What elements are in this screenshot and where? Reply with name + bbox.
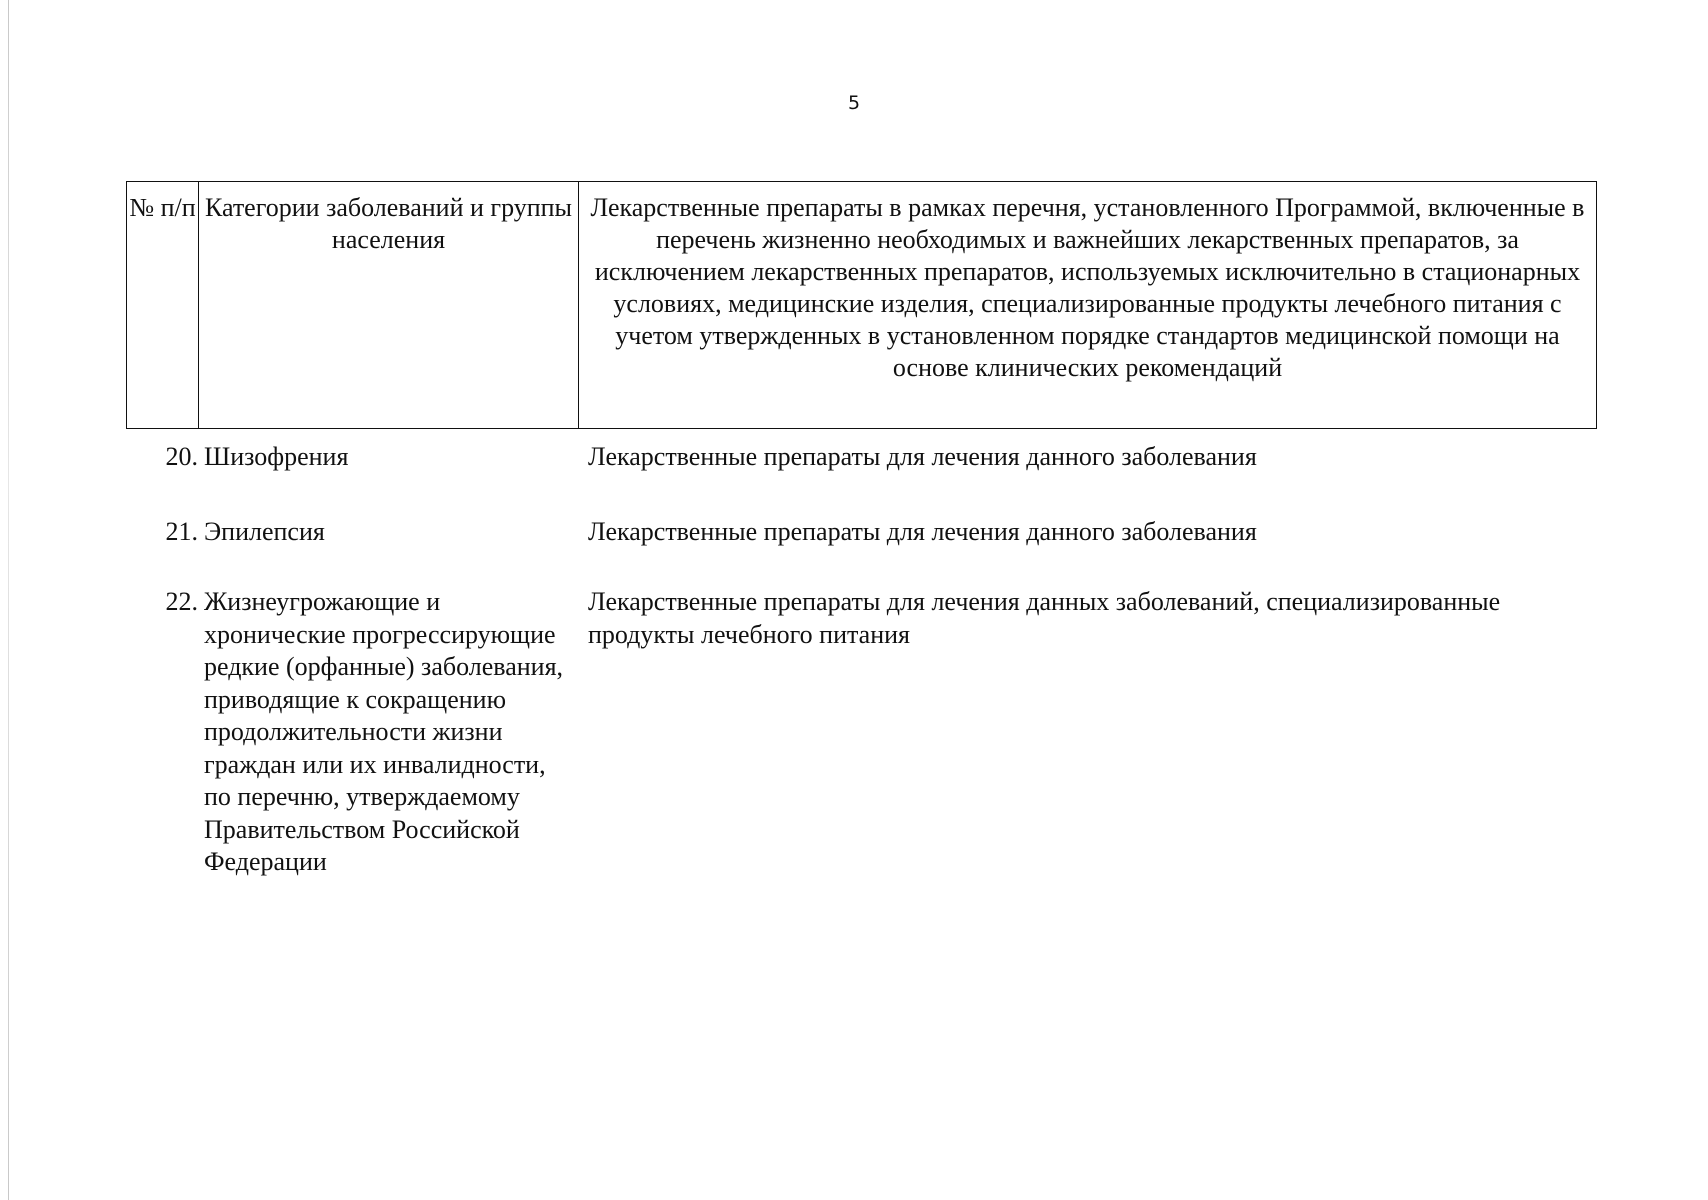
page-number: 5 (847, 92, 861, 114)
row-drugs: Лекарственные препараты для лечения данного заболевания (588, 442, 1257, 471)
header-number: № п/п (127, 182, 199, 428)
table-row (126, 516, 1597, 549)
scan-edge-line (8, 0, 9, 1200)
row-category: Шизофрения (204, 442, 349, 471)
row-number: 21. (165, 517, 198, 546)
row-drugs: Лекарственные препараты для лечения данных заболеваний, специализированные продукты лечебного питания (588, 587, 1501, 649)
table-header (126, 181, 1597, 429)
row-category: Эпилепсия (204, 517, 325, 546)
table-row (126, 441, 1597, 474)
header-drugs: Лекарственные препараты в рамках перечня, установленного Программой, включенные в перечень жизненно необходимых и важнейших лекарственных препаратов, за исключением лекарственных препаратов, используемых исключительно в стационарных условиях, медицинские изделия, специализированные продукты лечебного питания с учетом утвержденных в установленном порядке стандартов медицинской помощи на основе клинических рекомендаций (590, 193, 1585, 382)
table-row (126, 586, 1597, 879)
header-category: Категории заболеваний и группы населения (199, 182, 579, 428)
row-drugs: Лекарственные препараты для лечения данного заболевания (588, 517, 1257, 546)
row-number: 22. (165, 587, 198, 616)
row-number: 20. (165, 442, 198, 471)
row-category: Жизнеугрожающие и хронические прогрессирующие редкие (орфанные) заболевания, приводящие к сокращению продолжительности жизни граждан или их инвалидности, по перечню, утверждаемому Правительством Российской Федерации (204, 587, 564, 876)
